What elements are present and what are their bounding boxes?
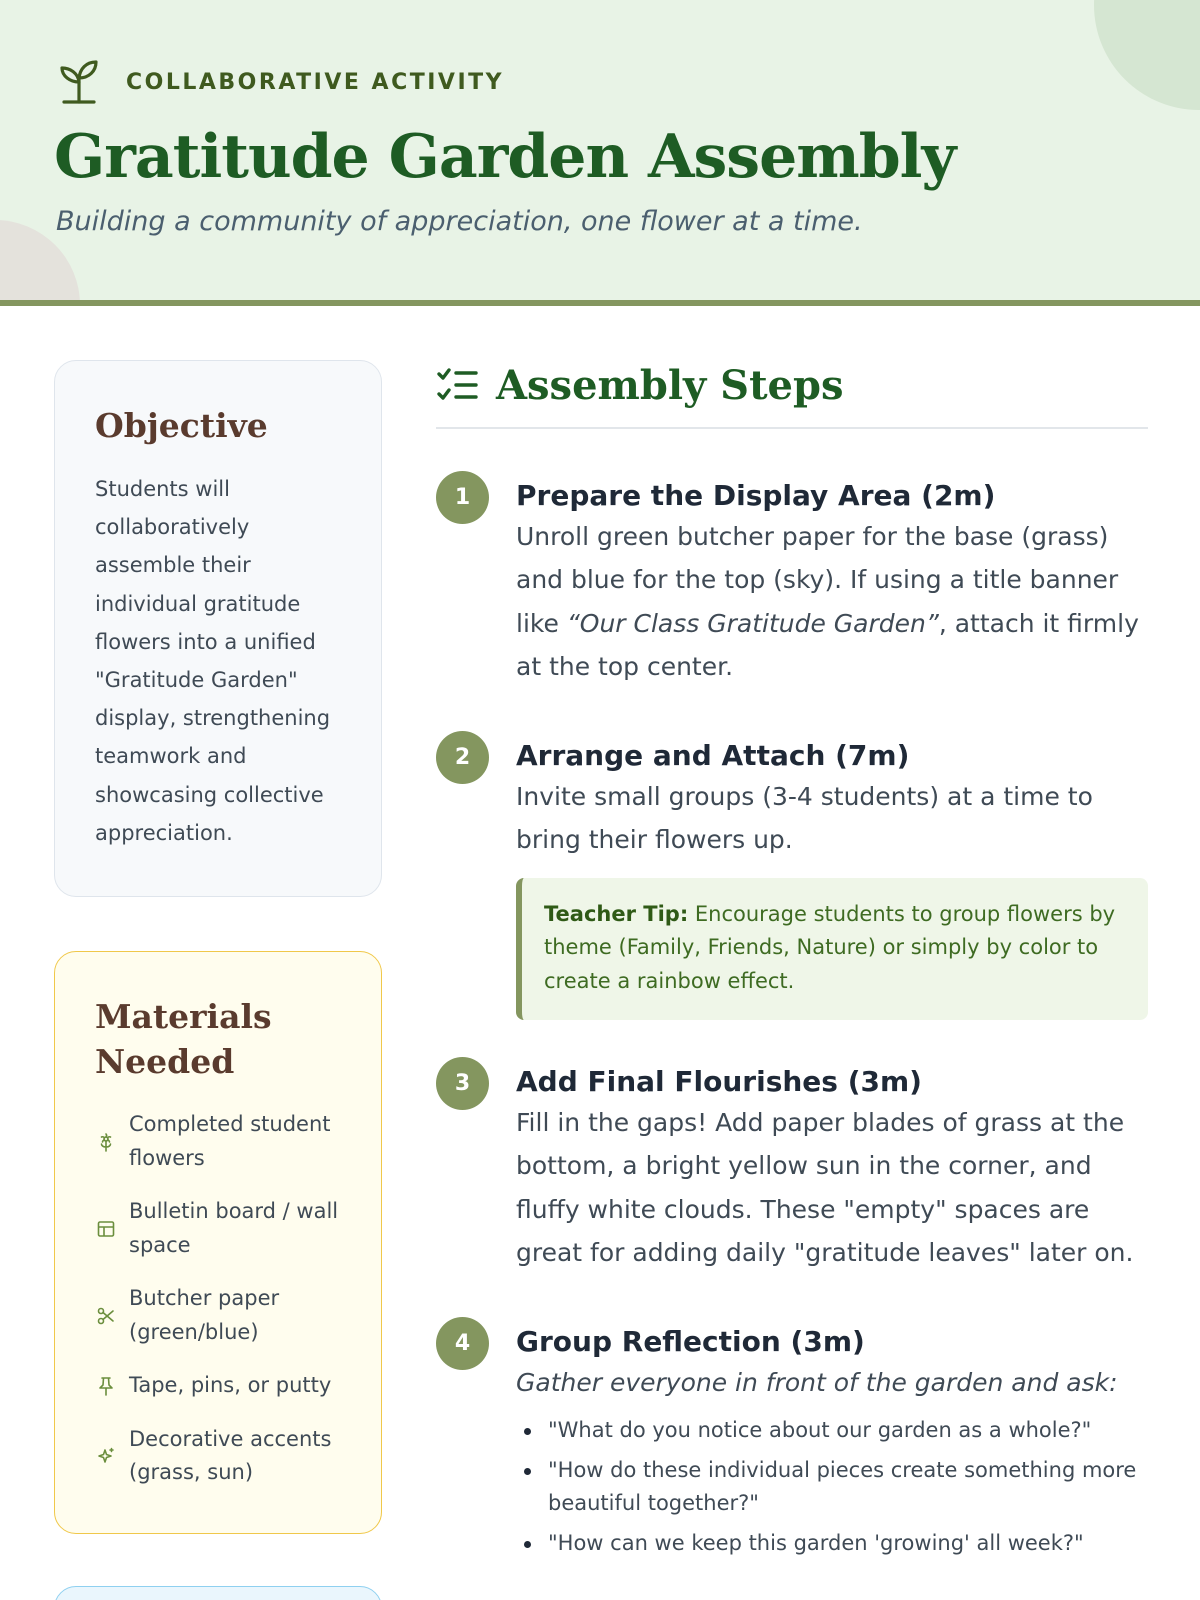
steps-section-header — [436, 362, 843, 409]
steps-section-title: Assembly Steps — [496, 362, 844, 409]
material-label: Bulletin board / wall space — [129, 1199, 339, 1257]
board-icon — [96, 1219, 116, 1239]
step-number-badge: 4 — [436, 1317, 489, 1370]
step-title: Prepare the Display Area (2m) — [516, 479, 996, 512]
reflection-questions — [516, 1414, 1148, 1560]
list-item — [95, 1369, 351, 1403]
step-description: Invite small groups (3-4 students) at a time to bring their flowers up. — [516, 782, 1093, 855]
step-title: Arrange and Attach (7m) — [516, 739, 910, 772]
step-title: Group Reflection (3m) — [516, 1325, 865, 1358]
flower-icon — [96, 1132, 116, 1152]
sparkle-icon — [96, 1446, 116, 1466]
info-card — [54, 1586, 382, 1600]
page-subtitle: Building a community of appreciation, one flower at a time. — [56, 206, 863, 237]
list-item — [95, 1195, 351, 1262]
step-description: Gather everyone in front of the garden and ask: — [516, 1368, 1118, 1397]
step-number-badge: 1 — [436, 471, 489, 524]
eyebrow — [56, 58, 504, 106]
decorative-circle — [1094, 0, 1200, 110]
step-1 — [436, 471, 1148, 688]
page-title: Gratitude Garden Assembly — [54, 122, 956, 192]
tip-text: Encourage students to group flowers by theme (Family, Friends, Nature) or simply by color to create a rainbow effect. — [544, 901, 1116, 993]
step-description: Fill in the gaps! Add paper blades of grass at the bottom, a bright yellow sun in the corner, and fluffy white clouds. These "empty" spaces are great for adding daily "gratitude leaves" later on. — [516, 1108, 1134, 1267]
scissors-icon — [96, 1306, 116, 1326]
step-number-badge: 3 — [436, 1057, 489, 1110]
material-label: Butcher paper (green/blue) — [129, 1286, 280, 1344]
materials-card — [54, 951, 382, 1534]
list-item — [95, 1423, 351, 1490]
seedling-icon — [56, 58, 102, 106]
teacher-tip — [516, 878, 1148, 1021]
step-2 — [436, 731, 1148, 1020]
checklist-icon — [436, 366, 480, 406]
list-item: "How can we keep this garden 'growing' all week?" — [516, 1527, 1148, 1561]
material-label: Tape, pins, or putty — [129, 1373, 332, 1397]
eyebrow-label: COLLABORATIVE ACTIVITY — [126, 69, 505, 95]
list-item — [95, 1282, 351, 1349]
materials-title: Materials Needed — [95, 997, 272, 1081]
step-description: Unroll green butcher paper for the base (grass) and blue for the top (sky). If using a title banner like “Our Class Gratitude Garden”, attach it firmly at the top center. — [516, 522, 1139, 681]
step-4 — [436, 1317, 1148, 1566]
list-item: "What do you notice about our garden as a whole?" — [516, 1414, 1148, 1448]
objective-card — [54, 360, 382, 897]
pin-icon — [96, 1376, 116, 1396]
material-label: Decorative accents (grass, sun) — [129, 1426, 332, 1484]
materials-list — [95, 1108, 351, 1490]
step-3 — [436, 1057, 1148, 1274]
banner-title: “Our Class Gratitude Garden” — [566, 608, 939, 638]
divider — [436, 427, 1148, 429]
list-item: "How do these individual pieces create something more beautiful together?" — [516, 1454, 1148, 1521]
page-header — [0, 0, 1200, 306]
material-label: Completed student flowers — [129, 1112, 331, 1170]
objective-text: Students will collaboratively assemble their individual gratitude flowers into a unified "Gratitude Garden" display, strengthening teamwork and showcasing collective appreciation. — [95, 477, 331, 845]
step-title: Add Final Flourishes (3m) — [516, 1065, 922, 1098]
step-number-badge: 2 — [436, 731, 489, 784]
list-item — [95, 1108, 351, 1175]
tip-label: Teacher Tip: — [544, 901, 689, 926]
objective-title: Objective — [95, 406, 268, 445]
